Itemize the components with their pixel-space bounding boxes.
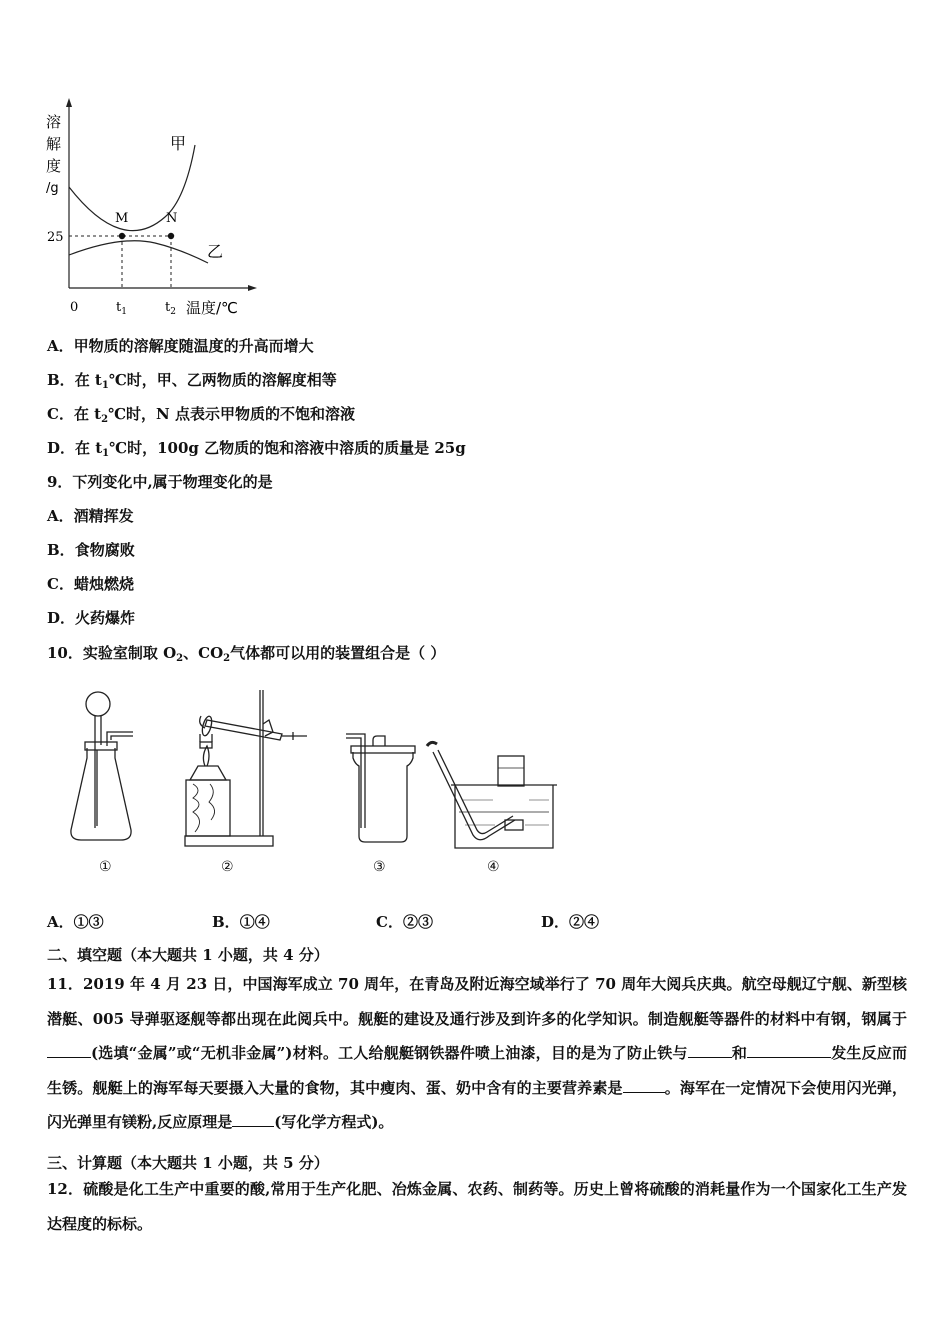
apparatus-1 <box>71 692 133 840</box>
q10-option-a: A．①③ <box>47 913 104 931</box>
apparatus-label-2: ② <box>221 859 234 875</box>
apparatus-label-1: ① <box>99 859 112 875</box>
apparatus-3 <box>346 734 415 842</box>
q10-stem: 10．实验室制取 $O_2$、$CO_2$气体都可以用的装置组合是（ ） <box>47 644 446 664</box>
y-tick-25: 25 <box>47 230 64 245</box>
section-2-heading: 二、填空题（本大题共 1 小题，共 4 分） <box>47 946 329 964</box>
q9-option-c: C．蜡烛燃烧 <box>47 575 134 593</box>
q8-option-b: B．在 $t_1℃$时，甲、乙两物质的溶解度相等 <box>47 371 337 391</box>
point-label-m: M <box>115 211 129 226</box>
x-axis-label: 温度/℃ <box>186 299 238 317</box>
q9-option-b: B．食物腐败 <box>47 541 135 559</box>
q12-paragraph: 12．硫酸是化工生产中重要的酸,常用于生产化肥、冶炼金属、农药、制药等。历史上曾将硫酸的消耗量作为一个国家化工生产发达程度的标标。 <box>47 1180 907 1233</box>
apparatus-4 <box>427 742 557 848</box>
q10-option-b: B．①④ <box>212 913 270 931</box>
series-line-yi <box>69 241 208 263</box>
q9-option-d: D．火药爆炸 <box>47 609 136 627</box>
series-label-yi: 乙 <box>207 242 224 261</box>
origin-label: 0 <box>70 300 79 315</box>
q8-option-d: D．在 $t_1℃$时，100g 乙物质的饱和溶液中溶质的质量是 25g <box>47 439 466 459</box>
q9-stem: 9．下列变化中,属于物理变化的是 <box>47 473 273 491</box>
y-label-char-3: 度 <box>46 157 62 175</box>
q10-option-c: C．②③ <box>376 913 433 931</box>
x-tick-t1: $t_1$ <box>116 300 127 317</box>
q9-option-a: A．酒精挥发 <box>47 507 134 525</box>
q10-option-d: D．②④ <box>541 913 600 931</box>
point-m <box>119 233 125 239</box>
apparatus-figure <box>55 680 575 855</box>
apparatus-label-4: ④ <box>487 859 500 875</box>
y-label-char-1: 溶 <box>46 113 62 131</box>
point-n <box>168 233 174 239</box>
q8-option-a: A．甲物质的溶解度随温度的升高而增大 <box>47 337 314 355</box>
y-label-char-2: 解 <box>46 135 62 153</box>
apparatus-2 <box>185 690 307 846</box>
point-label-n: N <box>166 211 178 226</box>
solubility-chart <box>40 95 260 325</box>
q11-paragraph: 11．2019 年 4 月 23 日，中国海军成立 70 周年，在青岛及附近海空域举行了 70 周年大阅兵庆典。航空母舰辽宁舰、新型核潜艇、005 导弹驱逐舰等都出现在此阅兵中。舰艇的建设及通行涉及到许多的化学知识。制造舰艇等器件的材料中有钢，钢属于(选填“金属”或“无机非金属”)材料。工人给舰艇钢铁器件喷上油漆，目的是为了防止铁与 和 发生反应而生锈。舰艇上的海军每天要摄入大量的食物，其中瘦肉、蛋、奶中含有的主要营养素是 。海军在一定情况下会使用闪光弹，闪光弹里有镁粉,反应原理是 (写化学方程式)。 <box>47 975 907 1131</box>
y-label-unit: /g <box>46 181 59 196</box>
series-label-jia: 甲 <box>170 134 187 153</box>
apparatus-label-3: ③ <box>373 859 386 875</box>
section-3-heading: 三、计算题（本大题共 1 小题，共 5 分） <box>47 1154 329 1172</box>
x-axis-arrow <box>248 285 257 291</box>
q8-option-c: C．在 $t_2℃$时，N 点表示甲物质的不饱和溶液 <box>47 405 355 425</box>
y-axis-arrow <box>66 98 72 107</box>
x-tick-t2: $t_2$ <box>165 300 176 317</box>
